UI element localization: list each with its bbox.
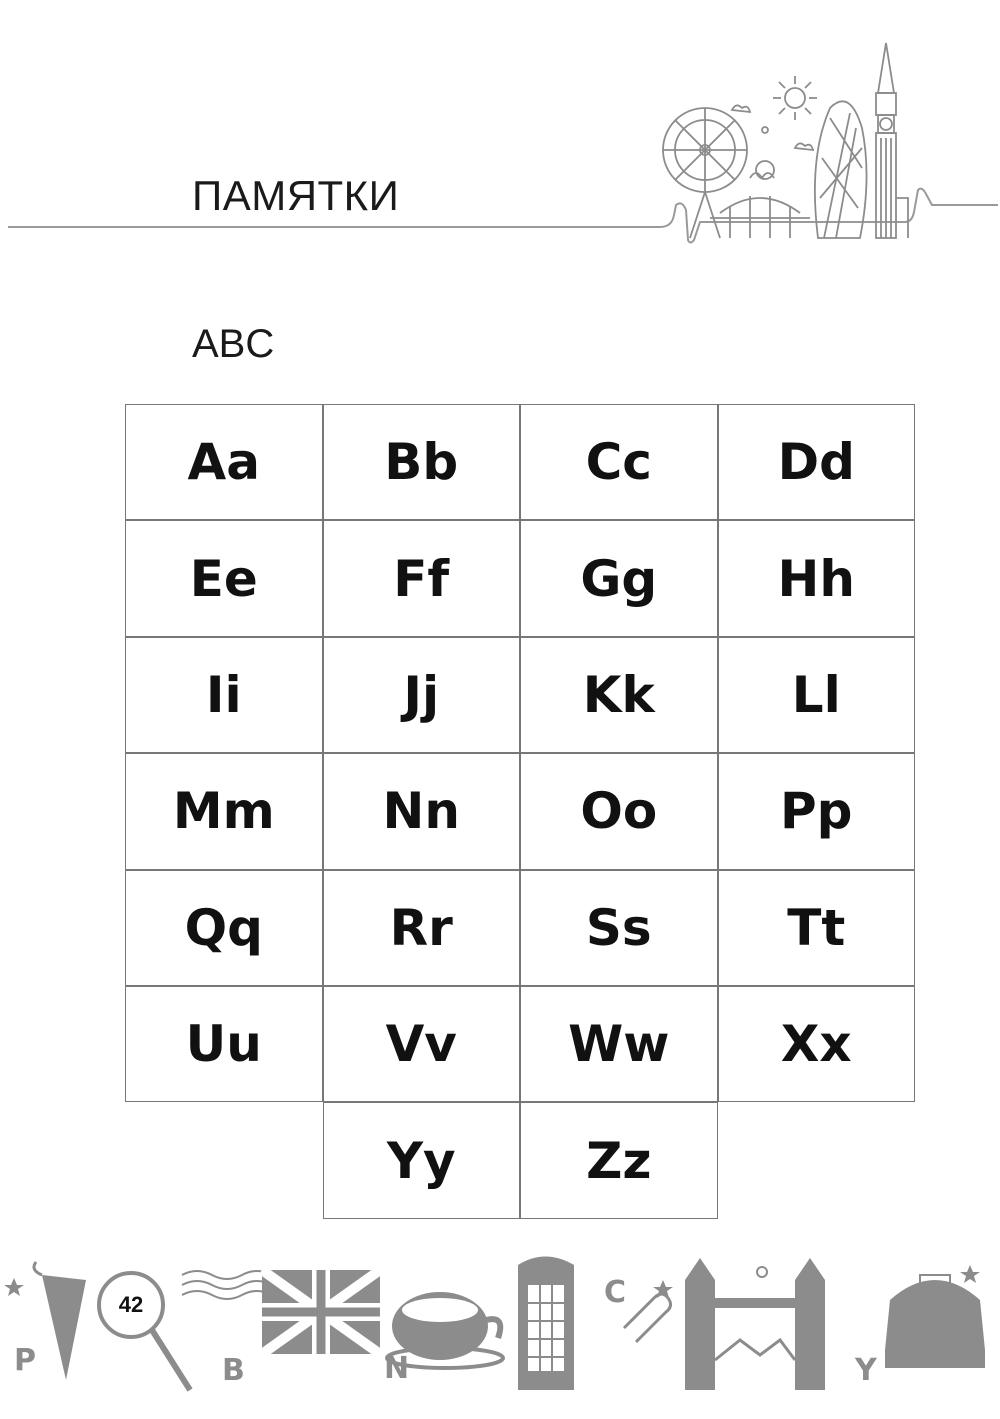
page-title: ПАМЯТКИ: [192, 172, 400, 219]
footer-letter: Y: [855, 1353, 877, 1388]
letter-cell: Vv: [323, 986, 521, 1102]
section-title: ABC: [192, 322, 275, 366]
letter-cell: Dd: [718, 404, 916, 520]
footer-letter: C: [604, 1275, 627, 1310]
letter-cell: Ii: [125, 637, 323, 753]
footer-letter: B: [222, 1353, 245, 1388]
gherkin-tower-icon: [815, 101, 867, 238]
page-number: 42: [118, 1292, 144, 1317]
letter-cell: Bb: [323, 404, 521, 520]
phone-booth-icon: [518, 1257, 574, 1391]
letter-cell: Aa: [125, 404, 323, 520]
letter-cell: Hh: [718, 520, 916, 636]
footer-illustration-strip: [0, 1240, 1000, 1419]
star-icon: [4, 1278, 24, 1296]
letter-cell: Ss: [520, 870, 718, 986]
letter-cell: Pp: [718, 753, 916, 869]
letter-cell: Cc: [520, 404, 718, 520]
sun-icon: [773, 76, 817, 120]
letter-cell: Qq: [125, 870, 323, 986]
letter-cell: Xx: [718, 986, 916, 1102]
footer-letter: P: [14, 1343, 36, 1378]
tower-bridge-icon: [685, 1258, 825, 1390]
letter-cell: Oo: [520, 753, 718, 869]
letter-cell: Ff: [323, 520, 521, 636]
london-skyline-illustration: [650, 38, 920, 243]
letter-cell: Ll: [718, 637, 916, 753]
umbrella-icon: [34, 1262, 86, 1380]
letter-cell: Yy: [323, 1102, 521, 1218]
big-ben-icon: [876, 43, 908, 238]
alphabet-table: [125, 404, 915, 1219]
letter-cell: Mm: [125, 753, 323, 869]
letter-cell: Kk: [520, 637, 718, 753]
star-icon: [960, 1265, 980, 1283]
crown-icon: [885, 1275, 985, 1368]
letter-cell: Rr: [323, 870, 521, 986]
letter-cell: Ee: [125, 520, 323, 636]
footer-letter: N: [384, 1351, 410, 1386]
letter-cell: Jj: [323, 637, 521, 753]
letter-cell: Zz: [520, 1102, 718, 1218]
letter-cell: Uu: [125, 986, 323, 1102]
union-jack-flag-icon: [262, 1270, 380, 1354]
letter-cell: Gg: [520, 520, 718, 636]
letter-cell: Tt: [718, 870, 916, 986]
postmark-lines-icon: [182, 1271, 272, 1299]
letter-cell: Ww: [520, 986, 718, 1102]
paperclip-icon: [624, 1294, 671, 1342]
letter-cell: Nn: [323, 753, 521, 869]
magnifier-icon: [99, 1273, 190, 1390]
